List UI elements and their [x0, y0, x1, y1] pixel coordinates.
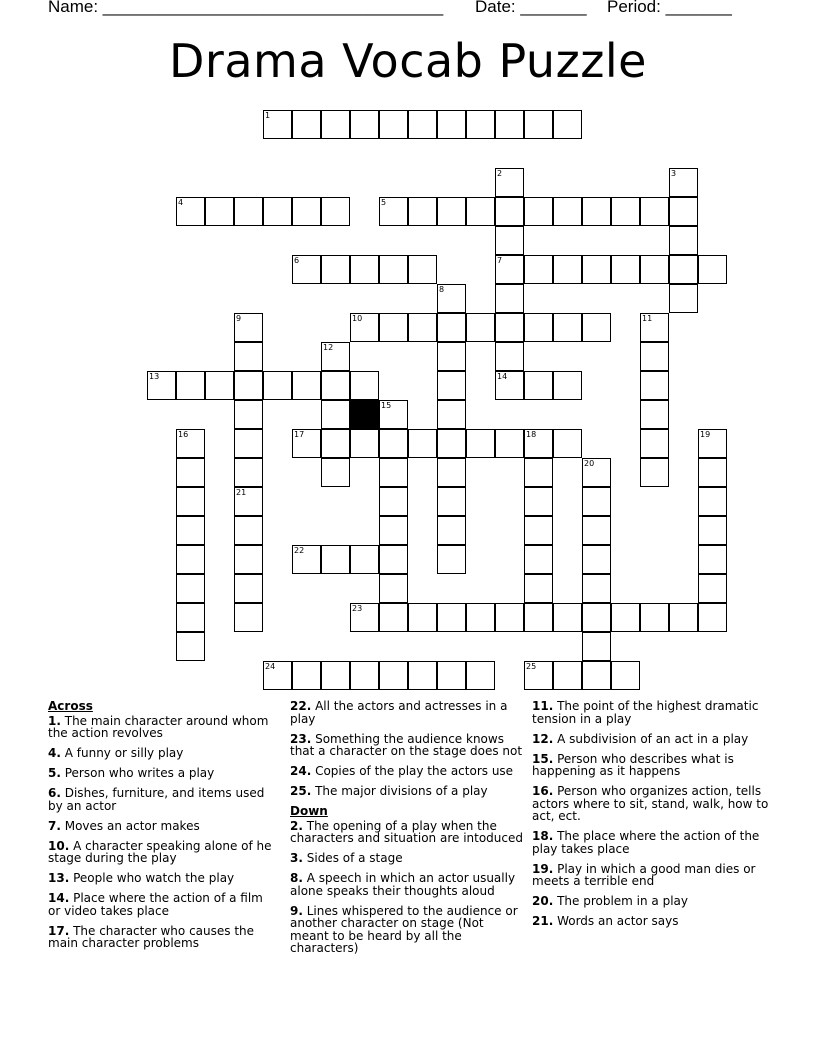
- grid-cell[interactable]: [582, 661, 611, 690]
- clue-number: 11: [642, 314, 653, 323]
- grid-cell[interactable]: [321, 661, 350, 690]
- grid-cell[interactable]: [234, 545, 263, 574]
- grid-cell[interactable]: [698, 574, 727, 603]
- grid-cell[interactable]: [640, 342, 669, 371]
- clue-number: 20: [584, 459, 595, 468]
- grid-cell[interactable]: [582, 197, 611, 226]
- date-field[interactable]: Date: _______: [475, 0, 587, 16]
- clue-number-label: 25.: [290, 784, 312, 798]
- grid-cell[interactable]: [437, 313, 466, 342]
- grid-cell[interactable]: [582, 545, 611, 574]
- grid-cell[interactable]: [176, 197, 205, 226]
- clue-text: The major divisions of a play: [311, 784, 488, 798]
- grid-cell[interactable]: [669, 603, 698, 632]
- grid-cell[interactable]: [379, 255, 408, 284]
- grid-cell[interactable]: [292, 429, 321, 458]
- clue-number-label: 23.: [290, 731, 312, 746]
- clue-text: A character speaking alone of he stage during the play: [48, 838, 272, 865]
- grid-cell[interactable]: [437, 429, 466, 458]
- grid-cell[interactable]: [350, 371, 379, 400]
- grid-cell[interactable]: [524, 603, 553, 632]
- grid-cell[interactable]: [466, 197, 495, 226]
- grid-cell[interactable]: [205, 197, 234, 226]
- clue-number: 15: [381, 401, 392, 410]
- grid-cell[interactable]: [176, 487, 205, 516]
- grid-cell[interactable]: [234, 313, 263, 342]
- grid-cell[interactable]: [379, 545, 408, 574]
- grid-cell[interactable]: [582, 516, 611, 545]
- clue-text: Play in which a good man dies or meets a terrible end: [532, 861, 756, 888]
- grid-cell[interactable]: [292, 197, 321, 226]
- clue-text: A subdivision of an act in a play: [553, 731, 749, 746]
- clue-number-label: 12.: [532, 731, 554, 746]
- clue-number-label: 16.: [532, 784, 554, 798]
- grid-cell[interactable]: [437, 371, 466, 400]
- grid-cell[interactable]: [553, 255, 582, 284]
- grid-cell[interactable]: [466, 313, 495, 342]
- grid-cell[interactable]: [524, 429, 553, 458]
- grid-cell[interactable]: [205, 371, 234, 400]
- grid-cell[interactable]: [698, 545, 727, 574]
- grid-cell[interactable]: [553, 110, 582, 139]
- grid-cell[interactable]: [437, 458, 466, 487]
- grid-cell[interactable]: [640, 603, 669, 632]
- clue-number: 9: [236, 314, 242, 323]
- clue-number-label: 1.: [48, 713, 61, 728]
- grid-cell[interactable]: [176, 632, 205, 661]
- grid-cell[interactable]: [408, 197, 437, 226]
- period-field[interactable]: Period: _______: [607, 0, 732, 16]
- grid-cell[interactable]: [553, 429, 582, 458]
- grid-cell[interactable]: [437, 661, 466, 690]
- grid-cell[interactable]: [234, 516, 263, 545]
- grid-cell[interactable]: [379, 197, 408, 226]
- grid-cell[interactable]: [669, 197, 698, 226]
- grid-cell[interactable]: [379, 574, 408, 603]
- clue-number: 19: [700, 430, 711, 439]
- clue-item: [532, 863, 772, 888]
- clue-number: 25: [526, 662, 537, 671]
- grid-cell[interactable]: [234, 371, 263, 400]
- clue-number: 8: [439, 285, 445, 294]
- grid-cell[interactable]: [437, 603, 466, 632]
- clue-number: 23: [352, 604, 363, 613]
- grid-cell[interactable]: [263, 661, 292, 690]
- grid-cell[interactable]: [321, 371, 350, 400]
- clue-item: [290, 700, 526, 725]
- clue-text: The point of the highest dramatic tension in a play: [532, 699, 759, 726]
- clue-item: [290, 733, 526, 758]
- grid-cell[interactable]: [495, 603, 524, 632]
- grid-cell[interactable]: [466, 110, 495, 139]
- grid-cell[interactable]: [321, 255, 350, 284]
- grid-cell[interactable]: [350, 110, 379, 139]
- clue-text: A funny or silly play: [60, 746, 184, 760]
- grid-cell[interactable]: [524, 197, 553, 226]
- clue-text: People who watch the play: [69, 871, 235, 885]
- grid-cell[interactable]: [292, 255, 321, 284]
- grid-cell[interactable]: [640, 429, 669, 458]
- clue-number: 22: [294, 546, 305, 555]
- clue-text: Person who writes a play: [60, 766, 215, 780]
- grid-cell[interactable]: [379, 429, 408, 458]
- grid-cell[interactable]: [379, 661, 408, 690]
- grid-cell[interactable]: [350, 255, 379, 284]
- grid-cell[interactable]: [698, 458, 727, 487]
- clue-number: 18: [526, 430, 537, 439]
- grid-cell[interactable]: [321, 429, 350, 458]
- clue-item: [48, 892, 278, 917]
- clue-text: A speech in which an actor usually alone speaks their thoughts aloud: [290, 871, 516, 898]
- clue-item: [48, 872, 278, 885]
- clue-number-label: 2.: [290, 818, 303, 833]
- grid-cell[interactable]: [640, 400, 669, 429]
- grid-cell[interactable]: [495, 371, 524, 400]
- clue-number-label: 21.: [532, 914, 554, 928]
- grid-cell[interactable]: [553, 603, 582, 632]
- grid-cell[interactable]: [321, 110, 350, 139]
- grid-cell[interactable]: [495, 226, 524, 255]
- grid-cell[interactable]: [408, 110, 437, 139]
- clue-item: [290, 872, 526, 897]
- grid-cell[interactable]: [408, 313, 437, 342]
- grid-cell[interactable]: [582, 632, 611, 661]
- clue-number: 3: [671, 169, 677, 178]
- grid-cell[interactable]: [234, 458, 263, 487]
- grid-cell[interactable]: [437, 197, 466, 226]
- grid-cell[interactable]: [524, 661, 553, 690]
- clue-text: The place where the action of the play takes place: [532, 829, 760, 856]
- clue-number-label: 14.: [48, 891, 70, 905]
- clue-number-label: 11.: [532, 699, 554, 713]
- grid-cell[interactable]: [379, 487, 408, 516]
- grid-cell[interactable]: [234, 197, 263, 226]
- clue-item: [532, 785, 772, 823]
- grid-cell[interactable]: [292, 110, 321, 139]
- clue-number: 1: [265, 111, 271, 120]
- clue-item: [48, 925, 278, 950]
- grid-cell[interactable]: [234, 603, 263, 632]
- grid-cell[interactable]: [321, 545, 350, 574]
- grid-cell[interactable]: [437, 400, 466, 429]
- clue-item: [290, 785, 526, 798]
- grid-cell[interactable]: [234, 429, 263, 458]
- clue-number-label: 5.: [48, 766, 61, 780]
- grid-cell[interactable]: [408, 603, 437, 632]
- grid-cell[interactable]: [350, 661, 379, 690]
- grid-cell[interactable]: [553, 313, 582, 342]
- clue-number-label: 4.: [48, 746, 61, 760]
- grid-cell[interactable]: [408, 429, 437, 458]
- clue-number: 12: [323, 343, 334, 352]
- grid-cell[interactable]: [553, 197, 582, 226]
- grid-cell[interactable]: [698, 487, 727, 516]
- grid-cell[interactable]: [582, 458, 611, 487]
- grid-cell[interactable]: [640, 255, 669, 284]
- grid-cell[interactable]: [582, 603, 611, 632]
- clue-number-label: 8.: [290, 871, 303, 885]
- grid-cell[interactable]: [408, 255, 437, 284]
- grid-cell[interactable]: [292, 371, 321, 400]
- grid-cell[interactable]: [379, 458, 408, 487]
- clue-number-label: 13.: [48, 871, 70, 885]
- clue-text: The main character around whom the action revolves: [48, 713, 269, 740]
- clue-text: The character who causes the main character problems: [48, 923, 255, 950]
- grid-cell[interactable]: [437, 342, 466, 371]
- grid-cell[interactable]: [495, 284, 524, 313]
- grid-cell[interactable]: [611, 255, 640, 284]
- clue-number-label: 17.: [48, 923, 70, 938]
- grid-cell[interactable]: [379, 400, 408, 429]
- clue-column-3: [532, 700, 772, 935]
- grid-cell[interactable]: [408, 661, 437, 690]
- grid-cell[interactable]: [582, 574, 611, 603]
- clue-text: Moves an actor makes: [60, 818, 200, 833]
- clue-number: 2: [497, 169, 503, 178]
- grid-cell[interactable]: [524, 313, 553, 342]
- clue-number: 7: [497, 256, 503, 265]
- clue-text: Person who describes what is happening as it happens: [532, 751, 734, 778]
- grid-cell[interactable]: [669, 284, 698, 313]
- grid-cell[interactable]: [437, 516, 466, 545]
- clue-text: Person who organizes action, tells actors where to sit, stand, walk, how to act, ect.: [532, 784, 769, 823]
- clue-item: [290, 905, 526, 955]
- grid-cell[interactable]: [176, 516, 205, 545]
- grid-cell[interactable]: [234, 574, 263, 603]
- grid-cell[interactable]: [524, 110, 553, 139]
- clue-text: Words an actor says: [553, 914, 679, 928]
- clue-item: [48, 715, 278, 740]
- grid-cell[interactable]: [669, 255, 698, 284]
- clue-text: All the actors and actresses in a play: [290, 699, 508, 726]
- name-field[interactable]: Name: ____________________________________: [48, 0, 444, 16]
- grid-cell[interactable]: [437, 284, 466, 313]
- clue-number-label: 6.: [48, 786, 61, 800]
- clue-text: Sides of a stage: [302, 851, 403, 865]
- grid-cell[interactable]: [495, 429, 524, 458]
- grid-cell[interactable]: [176, 545, 205, 574]
- clue-text: Copies of the play the actors use: [311, 764, 514, 778]
- grid-cell[interactable]: [553, 661, 582, 690]
- grid-cell[interactable]: [176, 371, 205, 400]
- grid-cell[interactable]: [234, 342, 263, 371]
- grid-cell[interactable]: [263, 371, 292, 400]
- grid-cell[interactable]: [640, 197, 669, 226]
- clue-number-label: 9.: [290, 903, 303, 918]
- grid-cell[interactable]: [611, 661, 640, 690]
- grid-cell[interactable]: [234, 487, 263, 516]
- grid-cell[interactable]: [350, 603, 379, 632]
- clue-item: [290, 820, 526, 845]
- grid-cell[interactable]: [524, 487, 553, 516]
- clue-number: 14: [497, 372, 508, 381]
- clue-number: 10: [352, 314, 363, 323]
- clue-number-label: 24.: [290, 764, 312, 778]
- grid-cell[interactable]: [176, 574, 205, 603]
- grid-cell[interactable]: [611, 603, 640, 632]
- clue-item: [48, 747, 278, 760]
- clue-number-label: 10.: [48, 838, 70, 853]
- clue-item: [532, 830, 772, 855]
- clue-item: [532, 915, 772, 928]
- grid-cell[interactable]: [582, 313, 611, 342]
- grid-cell[interactable]: [176, 458, 205, 487]
- grid-cell[interactable]: [640, 371, 669, 400]
- grid-cell[interactable]: [524, 545, 553, 574]
- grid-cell[interactable]: [640, 313, 669, 342]
- clue-number: 6: [294, 256, 300, 265]
- grid-cell[interactable]: [495, 197, 524, 226]
- grid-cell[interactable]: [466, 661, 495, 690]
- grid-cell[interactable]: [611, 197, 640, 226]
- clue-number: 17: [294, 430, 305, 439]
- clue-number: 21: [236, 488, 247, 497]
- clue-number-label: 22.: [290, 699, 312, 713]
- down-heading: Down: [290, 804, 328, 818]
- clue-text: The problem in a play: [553, 894, 689, 908]
- clue-item: [532, 700, 772, 725]
- clue-item: [48, 820, 278, 833]
- grid-cell[interactable]: [379, 110, 408, 139]
- grid-cell[interactable]: [524, 255, 553, 284]
- grid-cell[interactable]: [176, 429, 205, 458]
- clue-number-label: 20.: [532, 894, 554, 908]
- clue-number-label: 3.: [290, 851, 303, 865]
- clue-item: [48, 787, 278, 812]
- clue-text: Dishes, furniture, and items used by an actor: [48, 786, 265, 813]
- clue-number: 24: [265, 662, 276, 671]
- grid-cell[interactable]: [263, 197, 292, 226]
- grid-cell[interactable]: [524, 458, 553, 487]
- grid-cell[interactable]: [350, 313, 379, 342]
- grid-cell[interactable]: [524, 516, 553, 545]
- grid-cell[interactable]: [698, 255, 727, 284]
- black-cell: [350, 400, 379, 429]
- clue-item: [532, 753, 772, 778]
- grid-cell[interactable]: [292, 661, 321, 690]
- clue-text: Place where the action of a film or video takes place: [48, 891, 263, 918]
- grid-cell[interactable]: [379, 313, 408, 342]
- grid-cell[interactable]: [495, 110, 524, 139]
- clue-item: [532, 733, 772, 746]
- grid-cell[interactable]: [582, 255, 611, 284]
- clue-item: [290, 852, 526, 865]
- grid-cell[interactable]: [698, 429, 727, 458]
- grid-cell[interactable]: [437, 545, 466, 574]
- grid-cell[interactable]: [147, 371, 176, 400]
- clue-text: Something the audience knows that a character on the stage does not: [290, 731, 523, 758]
- grid-cell[interactable]: [553, 371, 582, 400]
- clue-item: [290, 765, 526, 778]
- clue-number-label: 18.: [532, 829, 554, 843]
- clue-item: [48, 767, 278, 780]
- grid-cell[interactable]: [437, 487, 466, 516]
- clue-number-label: 19.: [532, 861, 554, 876]
- grid-cell[interactable]: [582, 487, 611, 516]
- grid-cell[interactable]: [321, 342, 350, 371]
- clue-item: [532, 895, 772, 908]
- grid-cell[interactable]: [350, 545, 379, 574]
- grid-cell[interactable]: [640, 458, 669, 487]
- grid-cell[interactable]: [495, 342, 524, 371]
- clue-item: [48, 840, 278, 865]
- grid-cell[interactable]: [321, 458, 350, 487]
- across-heading: Across: [48, 699, 93, 713]
- grid-cell[interactable]: [466, 429, 495, 458]
- clue-column-1: [48, 700, 278, 957]
- clue-number: 16: [178, 430, 189, 439]
- grid-cell[interactable]: [379, 516, 408, 545]
- grid-cell[interactable]: [321, 197, 350, 226]
- grid-cell[interactable]: [495, 168, 524, 197]
- grid-cell[interactable]: [437, 110, 466, 139]
- clue-text: The opening of a play when the characters and situation are intoduced: [290, 818, 523, 845]
- grid-cell[interactable]: [524, 371, 553, 400]
- page-title: Drama Vocab Puzzle: [169, 34, 647, 88]
- grid-cell[interactable]: [524, 574, 553, 603]
- grid-cell[interactable]: [466, 603, 495, 632]
- grid-cell[interactable]: [176, 603, 205, 632]
- grid-cell[interactable]: [698, 516, 727, 545]
- grid-cell[interactable]: [292, 545, 321, 574]
- grid-cell[interactable]: [669, 226, 698, 255]
- grid-cell[interactable]: [350, 429, 379, 458]
- grid-cell[interactable]: [495, 255, 524, 284]
- clue-number-label: 7.: [48, 818, 61, 833]
- grid-cell[interactable]: [379, 603, 408, 632]
- clue-number-label: 15.: [532, 751, 554, 766]
- clue-column-2: [290, 700, 526, 962]
- clue-number: 4: [178, 198, 184, 207]
- grid-cell[interactable]: [669, 168, 698, 197]
- clue-number: 5: [381, 198, 387, 207]
- grid-cell[interactable]: [263, 110, 292, 139]
- grid-cell[interactable]: [495, 313, 524, 342]
- clue-text: Lines whispered to the audience or another character on stage (Not meant to be heard by all the characters): [290, 903, 518, 955]
- grid-cell[interactable]: [234, 400, 263, 429]
- grid-cell[interactable]: [698, 603, 727, 632]
- clue-number: 13: [149, 372, 160, 381]
- grid-cell[interactable]: [321, 400, 350, 429]
